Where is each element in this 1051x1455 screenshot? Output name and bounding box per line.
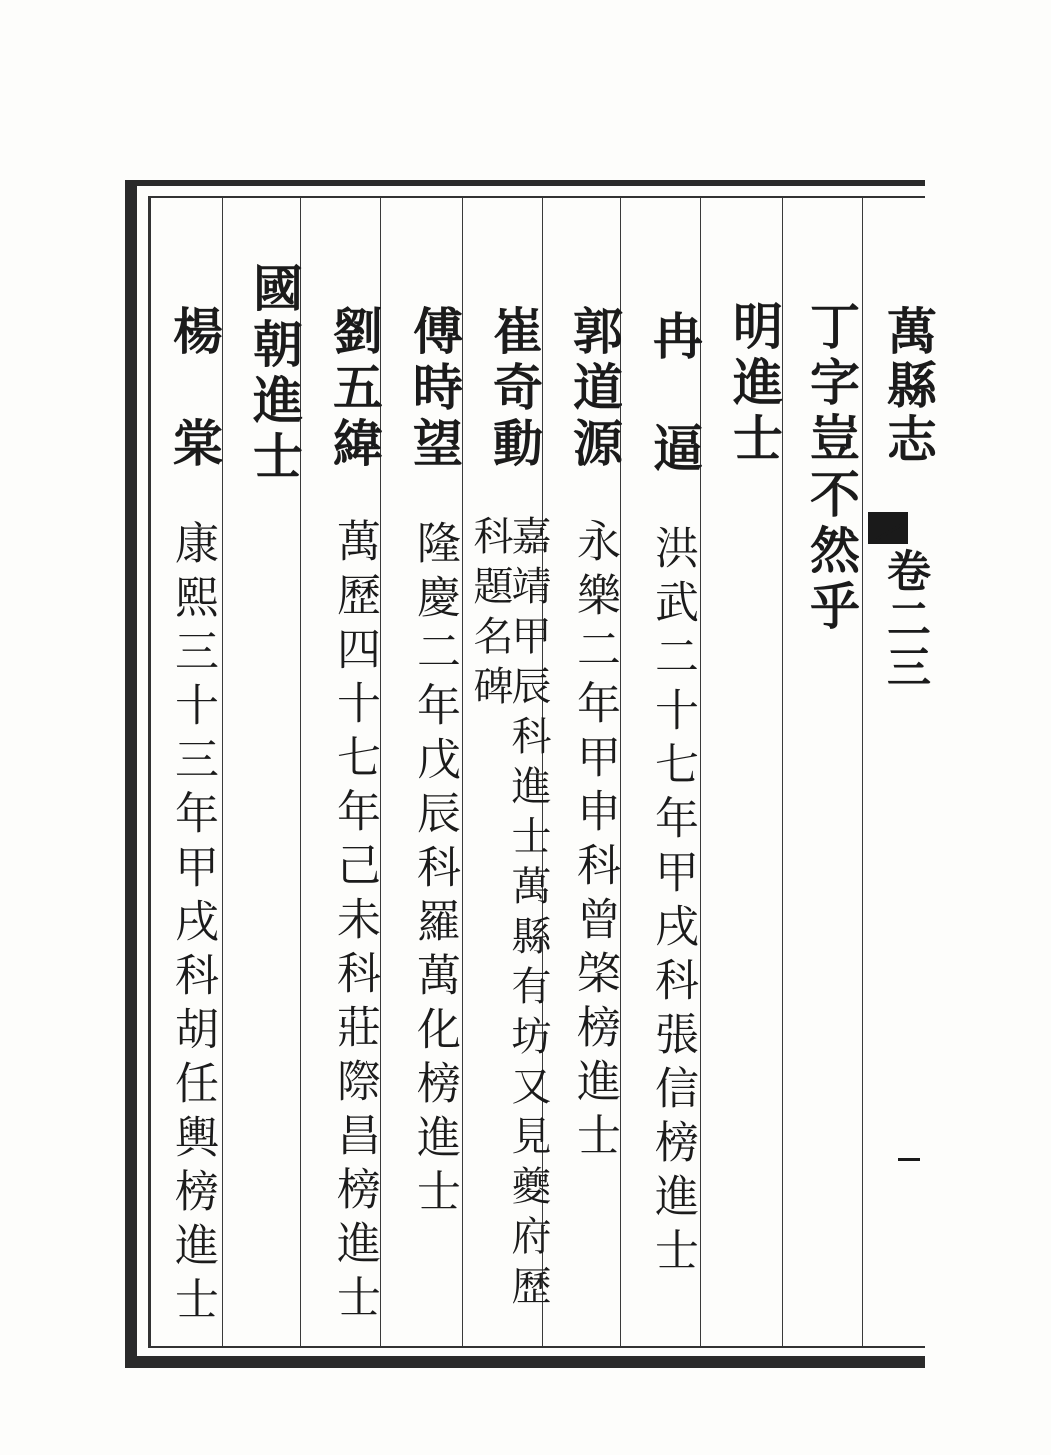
person-detail: 康熙三十三年甲戌科胡任輿榜進士: [167, 520, 218, 1330]
person-name: 劉五緯: [325, 305, 384, 473]
person-detail: 萬歷四十七年己未科莊際昌榜進士: [329, 518, 380, 1328]
person-name: 郭道源: [565, 305, 624, 473]
text-column-1: 丁字豈不然乎: [802, 300, 861, 636]
fishtail-mark: [868, 512, 908, 544]
person-name: 傅時望: [405, 305, 464, 473]
section-heading-qing: 國朝進士: [245, 262, 304, 486]
person-detail: 嘉靖甲辰科進士萬縣有坊又見夔府歷: [505, 515, 551, 1315]
book-title: 萬縣志: [879, 305, 938, 467]
person-detail-note: 科題名碑: [467, 515, 513, 715]
person-detail: 隆慶二年戊辰科羅萬化榜進士: [409, 520, 460, 1222]
person-name: 崔奇動: [485, 305, 544, 473]
page-number: [898, 1158, 920, 1161]
person-detail: 永樂二年甲申科曾棨榜進士: [569, 518, 620, 1166]
section-heading-ming: 明進士: [725, 300, 784, 468]
volume-label: 卷二三: [879, 548, 930, 692]
person-name: 冉 逼: [645, 310, 704, 478]
person-name: 楊 棠: [165, 305, 224, 473]
person-detail: 洪武二十七年甲戌科張信榜進士: [647, 525, 698, 1281]
